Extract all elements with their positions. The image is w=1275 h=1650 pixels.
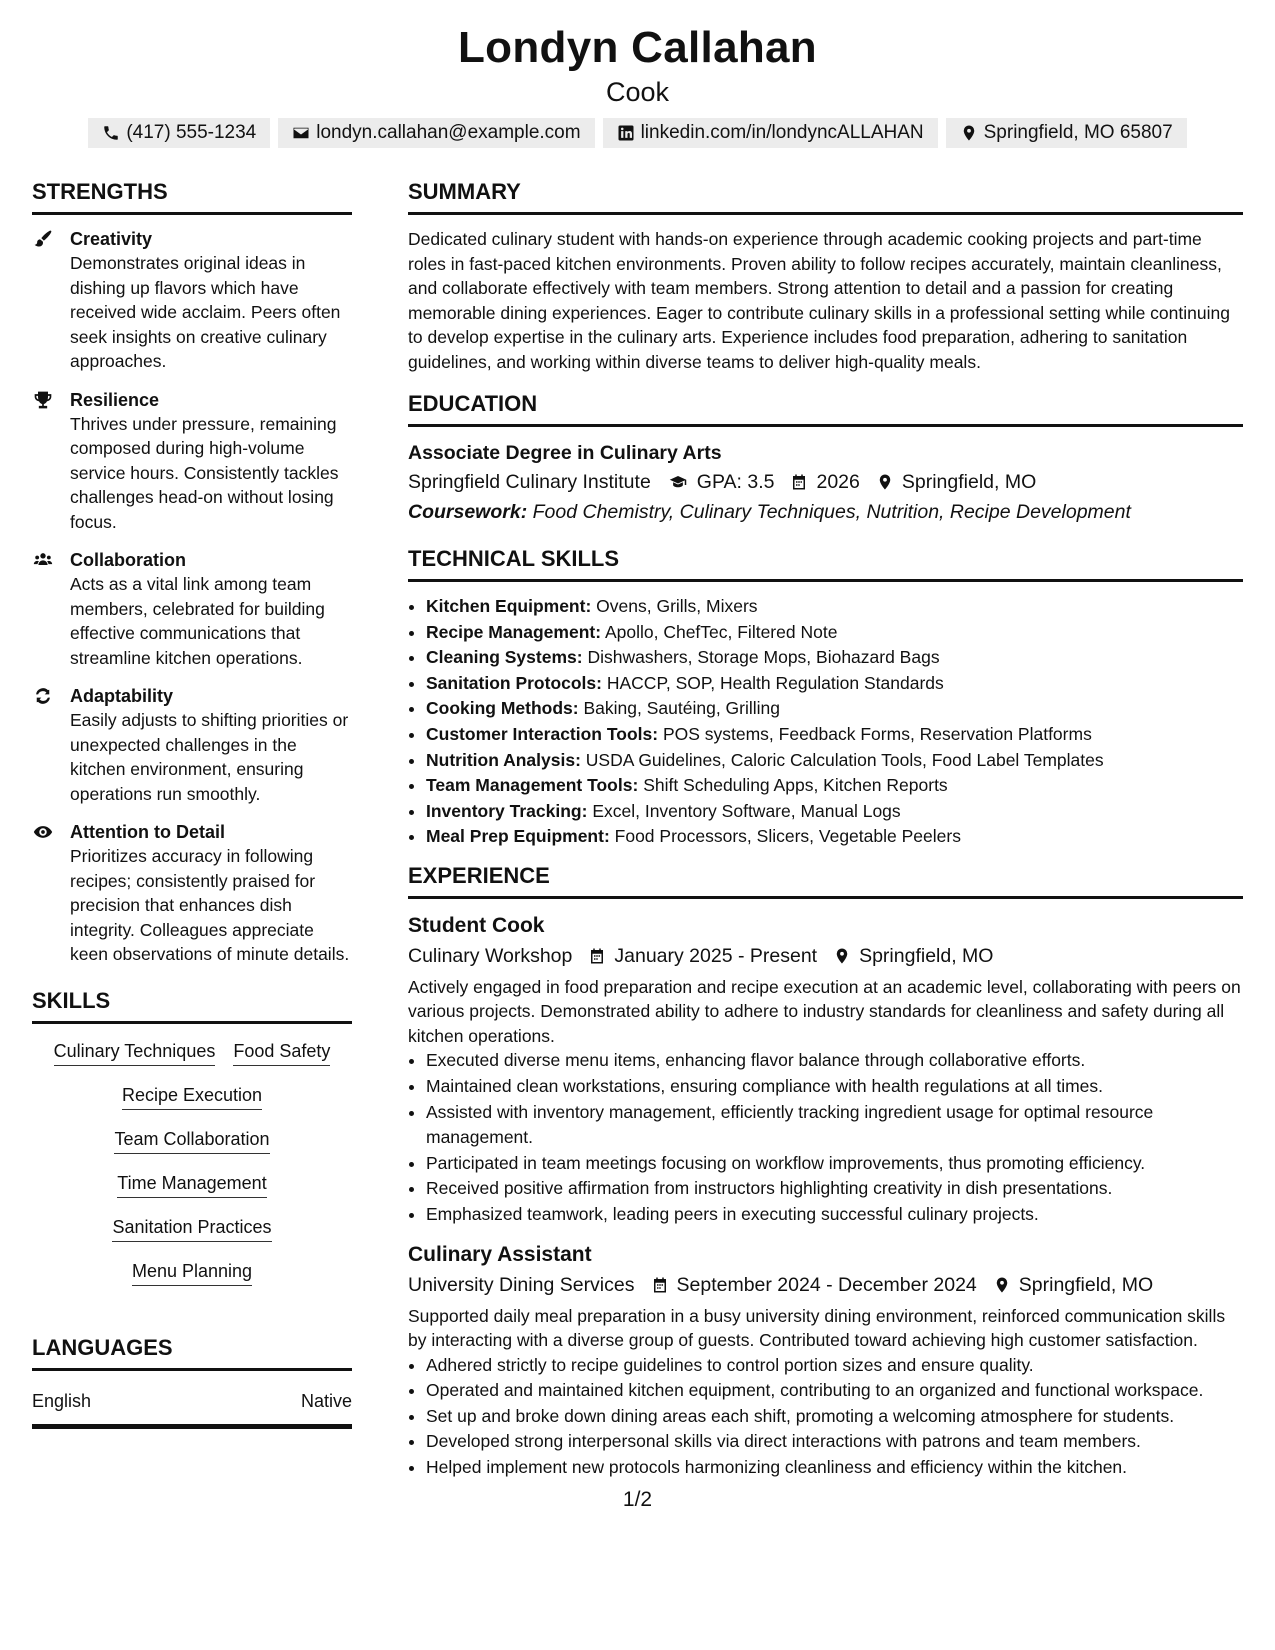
language-level: Native	[300, 1390, 352, 1411]
strength-desc: Acts as a vital link among team members, celebrated for building effective communications that streamline kitchen operations.	[70, 574, 325, 668]
list-item: • Helped implement new protocols harmonizing cleanliness and efficiency within the kitchen.	[426, 1455, 1243, 1481]
linkedin-icon	[617, 124, 635, 142]
strength-desc: Easily adjusts to shifting priorities or unexpected challenges in the kitchen environment, ensuring operations run smoothly.	[70, 710, 349, 804]
school-location: Springfield, MO	[901, 471, 1037, 493]
job-description: Actively engaged in food preparation and recipe execution at an academic level, collaborating with peers on various projects. Demonstrated ability to adhere to industry standards for cleanliness and safety during all kitchen operations.	[408, 976, 1241, 1046]
calendar-icon	[588, 947, 606, 965]
job-company: University Dining Services	[408, 1273, 635, 1296]
contact-linkedin[interactable]	[603, 118, 938, 148]
strength-desc: Thrives under pressure, remaining composed during high-volume service hours. Consistently tackles challenges head-on without losing focus.	[70, 413, 339, 532]
list-item: • Emphasized teamwork, leading peers in executing successful culinary projects.	[426, 1202, 1243, 1228]
contact-linkedin-text: linkedin.com/in/londyncALLAHAN	[640, 122, 924, 143]
summary-heading: SUMMARY	[408, 178, 1243, 215]
coursework-label: Coursework:	[408, 501, 528, 523]
job-location: Springfield, MO	[859, 944, 994, 967]
contact-phone[interactable]	[88, 118, 270, 148]
degree-title: Associate Degree in Culinary Arts	[408, 442, 722, 464]
candidate-role: Cook	[605, 77, 670, 107]
left-column	[32, 178, 352, 1429]
page-number: 1/2	[622, 1488, 653, 1511]
job-location: Springfield, MO	[1018, 1273, 1154, 1296]
paintbrush-icon	[32, 229, 54, 249]
list-item: • Cooking Methods: Baking, Sautéing, Grilling	[426, 696, 1243, 722]
strength-item	[32, 548, 352, 670]
refresh-icon	[32, 686, 54, 706]
list-item: • Operated and maintained kitchen equipment, contributing to an organized and functional workspace.	[426, 1378, 1243, 1404]
strength-title: Creativity	[70, 229, 153, 249]
job-bullets	[408, 1048, 1243, 1227]
job-meta	[408, 1270, 1243, 1300]
calendar-icon	[790, 473, 808, 491]
users-icon	[32, 550, 54, 570]
phone-icon	[102, 124, 120, 142]
coursework-list: Food Chemistry, Culinary Techniques, Nutrition, Recipe Development	[532, 501, 1131, 523]
technical-skills-heading: TECHNICAL SKILLS	[408, 545, 1243, 582]
job-entry	[408, 911, 1243, 1228]
school-name: Springfield Culinary Institute	[408, 471, 651, 493]
languages-heading: LANGUAGES	[32, 1334, 352, 1371]
list-item: • Received positive affirmation from instructors highlighting creativity in dish presentations.	[426, 1176, 1243, 1202]
education-meta	[408, 467, 1243, 497]
strength-title: Collaboration	[70, 550, 186, 570]
gpa: GPA: 3.5	[696, 471, 775, 493]
skill-tag: Time Management	[117, 1172, 266, 1198]
coursework	[408, 497, 1243, 527]
contact-email[interactable]	[278, 118, 594, 148]
list-item: • Recipe Management: Apollo, ChefTec, Filtered Note	[426, 620, 1243, 646]
right-column	[408, 178, 1243, 1493]
list-item: • Set up and broke down dining areas each shift, promoting a welcoming atmosphere for students.	[426, 1404, 1243, 1430]
list-item: • Maintained clean workstations, ensuring compliance with health regulations at all times.	[426, 1074, 1243, 1100]
list-item: • Meal Prep Equipment: Food Processors, Slicers, Vegetable Peelers	[426, 824, 1243, 850]
strength-title: Resilience	[70, 389, 160, 410]
list-item: • Adhered strictly to recipe guidelines to control portion sizes and ensure quality.	[426, 1353, 1243, 1379]
list-item: • Kitchen Equipment: Ovens, Grills, Mixers	[426, 594, 1243, 620]
trophy-icon	[32, 390, 54, 410]
contact-location-text: Springfield, MO 65807	[983, 122, 1173, 143]
skill-tag: Sanitation Practices	[112, 1216, 271, 1242]
skill-tag: Food Safety	[233, 1040, 330, 1066]
resume-header	[0, 0, 1275, 148]
list-item: • Assisted with inventory management, efficiently tracking ingredient usage for optimal resource management.	[426, 1100, 1243, 1151]
job-meta	[408, 941, 1243, 971]
technical-skills-list	[408, 594, 1243, 850]
job-title: Student Cook	[408, 913, 545, 937]
strength-item	[32, 388, 352, 535]
experience-heading: EXPERIENCE	[408, 862, 1243, 899]
job-dates: September 2024 - December 2024	[676, 1273, 977, 1296]
skill-tag: Recipe Execution	[122, 1084, 262, 1110]
summary-text: Dedicated culinary student with hands-on experience through academic cooking projects and part-time roles in fast-paced kitchen environments. Proven ability to follow recipes accurately, maintain cleanliness, and collaborate effectively with team members. Strong attention to detail and a passion for creating memorable dining experiences. Eager to contribute culinary skills in a professional setting while continuing to develop expertise in the culinary arts. Experience includes food preparation, adhering to sanitation guidelines, and working within diverse teams to deliver high-quality meals.	[408, 229, 1230, 372]
language-name: English	[32, 1390, 92, 1411]
list-item: • Inventory Tracking: Excel, Inventory Software, Manual Logs	[426, 799, 1243, 825]
map-marker-icon	[876, 473, 894, 491]
graduation-year: 2026	[816, 471, 860, 493]
skills-list	[32, 1036, 352, 1296]
strength-title: Attention to Detail	[70, 822, 225, 842]
job-dates: January 2025 - Present	[614, 944, 818, 967]
contact-location	[946, 118, 1187, 148]
education-heading: EDUCATION	[408, 390, 1243, 427]
graduation-cap-icon	[667, 473, 689, 491]
skills-heading: SKILLS	[32, 987, 352, 1024]
eye-icon	[32, 822, 54, 842]
list-item: • Participated in team meetings focusing on workflow improvements, thus promoting efficiency.	[426, 1151, 1243, 1177]
strength-title: Adaptability	[70, 686, 174, 706]
map-marker-icon	[833, 947, 851, 965]
envelope-icon	[292, 124, 310, 142]
language-row	[32, 1383, 352, 1429]
skill-tag: Team Collaboration	[114, 1128, 269, 1154]
list-item: • Developed strong interpersonal skills via direct interactions with patrons and team members.	[426, 1429, 1243, 1455]
strength-desc: Prioritizes accuracy in following recipes; consistently praised for precision that enhances dish integrity. Colleagues appreciate keen observations of minute details.	[70, 846, 350, 964]
list-item: • Team Management Tools: Shift Scheduling Apps, Kitchen Reports	[426, 773, 1243, 799]
job-title: Culinary Assistant	[408, 1242, 592, 1266]
skill-tag: Culinary Techniques	[54, 1040, 216, 1066]
contact-phone-text: (417) 555-1234	[126, 122, 257, 143]
list-item: • Cleaning Systems: Dishwashers, Storage Mops, Biohazard Bags	[426, 645, 1243, 671]
job-description: Supported daily meal preparation in a busy university dining environment, reinforced communication skills by interacting with a diverse group of guests. Contributed toward achieving high customer satisfaction.	[408, 1305, 1226, 1351]
strengths-heading: STRENGTHS	[32, 178, 352, 215]
candidate-name: Londyn Callahan	[458, 23, 817, 72]
strength-desc: Demonstrates original ideas in dishing up flavors which have received wide acclaim. Peers often seek insights on creative culinary approaches.	[70, 253, 341, 371]
list-item: • Nutrition Analysis: USDA Guidelines, Caloric Calculation Tools, Food Label Templates	[426, 748, 1243, 774]
strength-item	[32, 227, 352, 374]
skill-tag: Menu Planning	[132, 1260, 252, 1286]
job-bullets	[408, 1353, 1243, 1481]
strength-item	[32, 684, 352, 806]
map-marker-icon	[993, 1276, 1011, 1294]
strength-item	[32, 820, 352, 967]
list-item: • Customer Interaction Tools: POS systems, Feedback Forms, Reservation Platforms	[426, 722, 1243, 748]
list-item: • Sanitation Protocols: HACCP, SOP, Health Regulation Standards	[426, 671, 1243, 697]
job-company: Culinary Workshop	[408, 944, 573, 967]
contact-bar	[0, 118, 1275, 148]
map-marker-icon	[960, 124, 978, 142]
contact-email-text: londyn.callahan@example.com	[316, 122, 581, 143]
job-entry	[408, 1240, 1243, 1481]
list-item: • Executed diverse menu items, enhancing flavor balance through collaborative efforts.	[426, 1048, 1243, 1074]
calendar-icon	[651, 1276, 669, 1294]
